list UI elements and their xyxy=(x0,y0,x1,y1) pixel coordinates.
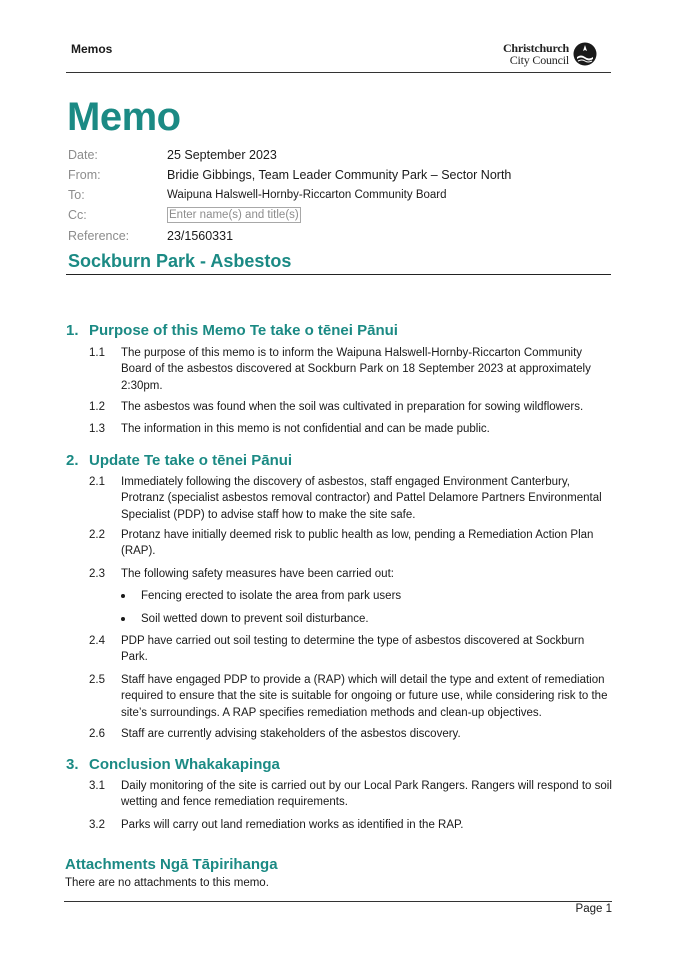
bullet-text: Fencing erected to isolate the area from park users xyxy=(141,590,402,602)
cc-label: Cc: xyxy=(68,208,87,222)
date-value: 25 September 2023 xyxy=(167,148,277,162)
from-label: From: xyxy=(68,168,101,182)
bullet-icon xyxy=(121,617,125,621)
subject-divider xyxy=(66,274,611,275)
header-label: Memos xyxy=(71,42,113,56)
section-number: 3. xyxy=(66,756,79,773)
item-number: 2.4 xyxy=(89,635,105,647)
logo-line-2: City Council xyxy=(509,53,569,67)
item-text: The asbestos was found when the soil was cultivated in preparation for sowing wildflowers. xyxy=(121,401,584,413)
logo-line-1: Christchurch xyxy=(502,41,569,55)
item-text: Staff are currently advising stakeholders of the asbestos discovery. xyxy=(121,728,461,740)
council-emblem-icon xyxy=(573,42,597,66)
bullet-text: Soil wetted down to prevent soil disturbance. xyxy=(141,613,369,625)
item-number: 2.6 xyxy=(89,728,105,740)
logo-text xyxy=(503,42,569,66)
memo-title: Memo xyxy=(67,95,181,139)
header-divider xyxy=(66,72,611,73)
item-number: 1.1 xyxy=(89,347,105,359)
item-number: 1.2 xyxy=(89,401,105,413)
to-label: To: xyxy=(68,188,85,202)
item-text: Parks will carry out land remediation works as identified in the RAP. xyxy=(121,819,464,831)
item-text: The following safety measures have been carried out: xyxy=(121,568,394,580)
item-number: 2.2 xyxy=(89,529,105,541)
item-text: The information in this memo is not confidential and can be made public. xyxy=(121,423,490,435)
item-text: PDP have carried out soil testing to determine the type of asbestos discovered at Sockburn Park. xyxy=(121,635,585,664)
item-text: Daily monitoring of the site is carried out by our Local Park Rangers. Rangers will respond to soil wetting and fence remediation requirements. xyxy=(121,780,612,809)
item-text: Immediately following the discovery of asbestos, staff engaged Environment Canterbury, Protranz (specialist asbestos removal contractor) and Pattel Delamore Partners Environmental Specialist (PDP) to advise staff how to make the site safe. xyxy=(121,476,602,521)
item-text: Staff have engaged PDP to provide a (RAP) which will detail the type and extent of remediation required to ensure that the site is suitable for ongoing or future use, while considering risk to the site’s surroundings. A RAP specifies remediation methods and clean-up objectives. xyxy=(121,674,608,719)
item-number: 3.2 xyxy=(89,819,105,831)
cc-field[interactable]: Enter name(s) and title(s) xyxy=(169,209,299,221)
item-number: 3.1 xyxy=(89,780,105,792)
section-heading xyxy=(66,451,292,471)
council-logo xyxy=(497,42,597,68)
item-number: 1.3 xyxy=(89,423,105,435)
to-value: Waipuna Halswell-Hornby-Riccarton Community Board xyxy=(167,189,447,201)
attachments-text: There are no attachments to this memo. xyxy=(65,877,269,889)
page-number: Page 1 xyxy=(575,903,612,915)
from-value: Bridie Gibbings, Team Leader Community Park – Sector North xyxy=(167,168,512,182)
reference-label: Reference: xyxy=(68,229,130,243)
item-number: 2.1 xyxy=(89,476,105,488)
item-text: The purpose of this memo is to inform the Waipuna Halswell-Hornby-Riccarton Community Board of the asbestos discovered at Sockburn Park on 18 September 2023 at approximately 2:30pm. xyxy=(121,347,591,392)
bullet-icon xyxy=(121,594,125,598)
attachments-heading: Attachments Ngā Tāpirihanga xyxy=(65,856,278,873)
section-title: Update Te take o tēnei Pānui xyxy=(89,452,293,469)
section-title: Conclusion Whakakapinga xyxy=(89,756,280,773)
section-heading xyxy=(66,321,398,341)
section-title: Purpose of this Memo Te take o tēnei Pānui xyxy=(89,322,398,339)
item-number: 2.5 xyxy=(89,674,105,686)
reference-value: 23/1560331 xyxy=(167,229,234,243)
section-number: 1. xyxy=(66,322,79,339)
section-heading xyxy=(66,755,280,775)
item-text: Protanz have initially deemed risk to public health as low, pending a Remediation Action Plan (RAP). xyxy=(121,529,594,558)
section-number: 2. xyxy=(66,452,79,469)
date-label: Date: xyxy=(68,148,98,162)
footer-divider xyxy=(64,901,612,902)
memo-subject: Sockburn Park - Asbestos xyxy=(68,251,292,271)
item-number: 2.3 xyxy=(89,568,105,580)
